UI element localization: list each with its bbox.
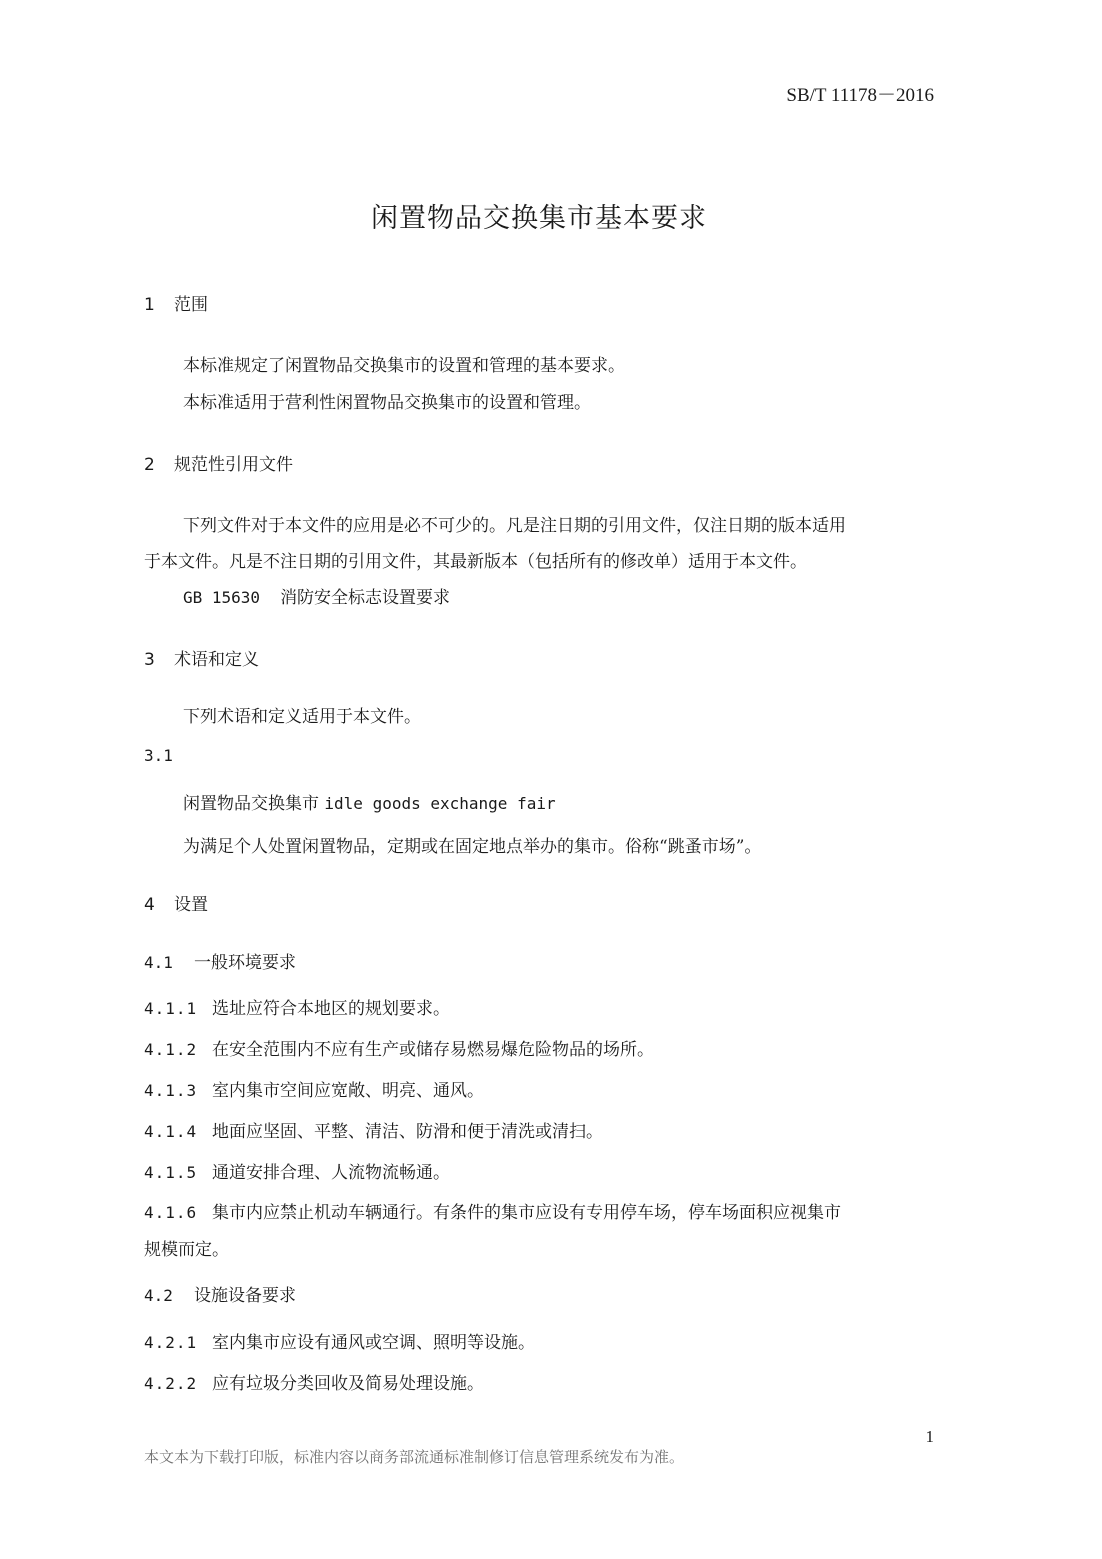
paragraph: 本标准规定了闲置物品交换集市的设置和管理的基本要求。 (183, 356, 625, 376)
term-number: 3.1 (144, 746, 173, 765)
clause-number: 4.1.1 (144, 999, 198, 1018)
clause-text: 选址应符合本地区的规划要求。 (212, 999, 450, 1019)
term-english: idle goods exchange fair (324, 794, 556, 813)
clause-4-1-4 (144, 1117, 603, 1142)
clause-number: 4.2.2 (144, 1374, 198, 1393)
clause-number: 4.2.1 (144, 1333, 198, 1352)
reference-code: GB 15630 (183, 588, 261, 607)
clause-text: 室内集市应设有通风或空调、照明等设施。 (212, 1333, 535, 1353)
section-number: 1 (144, 295, 155, 315)
clause-number: 4.1.3 (144, 1081, 198, 1100)
subsection-number: 4.1 (144, 953, 173, 972)
term-definition: 为满足个人处置闲置物品，定期或在固定地点举办的集市。俗称“跳蚤市场”。 (183, 837, 762, 857)
clause-number: 4.1.4 (144, 1122, 198, 1141)
clause-4-1-6 (144, 1198, 841, 1223)
clause-text: 室内集市空间应宽敞、明亮、通风。 (212, 1081, 484, 1101)
clause-4-2-2 (144, 1369, 484, 1394)
clause-number: 4.1.5 (144, 1163, 198, 1182)
subsection-4-1-heading (144, 948, 296, 973)
section-2-heading (144, 450, 293, 475)
standard-number: SB/T 11178－2016 (786, 85, 934, 106)
page-number: 1 (925, 1427, 934, 1446)
clause-4-1-2 (144, 1035, 654, 1060)
paragraph-continuation: 于本文件。凡是不注日期的引用文件，其最新版本（包括所有的修改单）适用于本文件。 (144, 552, 807, 572)
clause-text: 在安全范围内不应有生产或储存易燃易爆危险物品的场所。 (212, 1040, 654, 1060)
reference-title: 消防安全标志设置要求 (280, 588, 451, 608)
clause-text: 应有垃圾分类回收及简易处理设施。 (212, 1374, 484, 1394)
term-entry (183, 789, 556, 814)
clause-number: 4.1.2 (144, 1040, 198, 1059)
paragraph: 下列术语和定义适用于本文件。 (183, 707, 421, 727)
clause-text: 地面应坚固、平整、清洁、防滑和便于清洗或清扫。 (212, 1122, 603, 1142)
section-title: 术语和定义 (174, 650, 259, 670)
clause-text: 集市内应禁止机动车辆通行。有条件的集市应设有专用停车场，停车场面积应视集市 (212, 1203, 841, 1223)
document-title: 闲置物品交换集市基本要求 (371, 203, 707, 234)
term-chinese: 闲置物品交换集市 (183, 794, 319, 814)
subsection-number: 4.2 (144, 1286, 173, 1305)
paragraph: 下列文件对于本文件的应用是必不可少的。凡是注日期的引用文件，仅注日期的版本适用 (183, 516, 846, 536)
section-number: 3 (144, 650, 155, 670)
paragraph: 本标准适用于营利性闲置物品交换集市的设置和管理。 (183, 393, 591, 413)
footer-note: 本文本为下载打印版，标准内容以商务部流通标准制修订信息管理系统发布为准。 (144, 1448, 685, 1466)
clause-4-1-1 (144, 994, 450, 1019)
section-title: 范围 (174, 295, 208, 315)
section-4-heading (144, 890, 208, 915)
section-3-heading (144, 645, 259, 670)
subsection-title: 一般环境要求 (194, 953, 296, 973)
clause-4-2-1 (144, 1328, 535, 1353)
clause-4-1-3 (144, 1076, 484, 1101)
clause-4-1-6-continuation: 规模而定。 (144, 1240, 229, 1260)
subsection-4-2-heading (144, 1281, 296, 1306)
clause-number: 4.1.6 (144, 1203, 198, 1222)
clause-4-1-5 (144, 1158, 450, 1183)
section-title: 规范性引用文件 (174, 455, 293, 475)
section-1-heading (144, 290, 208, 315)
clause-text: 通道安排合理、人流物流畅通。 (212, 1163, 450, 1183)
section-number: 2 (144, 455, 155, 475)
section-number: 4 (144, 895, 155, 915)
normative-reference (183, 583, 450, 608)
section-title: 设置 (174, 895, 208, 915)
subsection-title: 设施设备要求 (194, 1286, 296, 1306)
